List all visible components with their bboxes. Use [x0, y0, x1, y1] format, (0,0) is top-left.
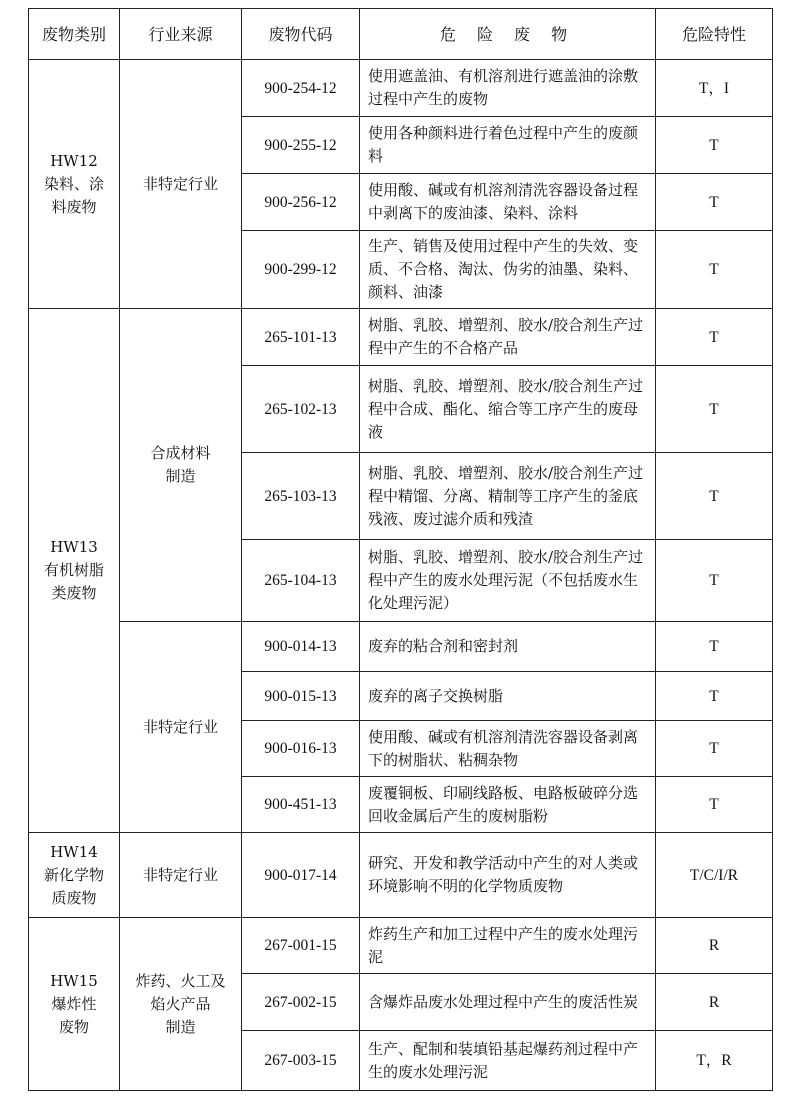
hazardous-waste-description-cell: 树脂、乳胶、增塑剂、胶水/胶合剂生产过程中产生的不合格产品: [360, 309, 656, 366]
waste-code-cell: 267-001-15: [242, 918, 360, 974]
waste-code-cell: 900-451-13: [242, 777, 360, 833]
waste-category-line: 爆炸性: [51, 994, 97, 1013]
waste-category-cell: [29, 60, 120, 309]
industry-source-line: 焰火产品: [150, 994, 211, 1013]
hazardous-waste-description-cell: 使用遮盖油、有机溶剂进行遮盖油的涂敷过程中产生的废物: [360, 60, 656, 117]
header-category: 废物类别: [29, 9, 120, 60]
industry-source-line: 非特定行业: [142, 174, 218, 193]
hazard-characteristic-cell: T: [656, 117, 773, 174]
header-waste: 危 险 废 物: [360, 9, 656, 60]
industry-source-line: 炸药、火工及: [135, 971, 226, 990]
hazard-characteristic-cell: T: [656, 622, 773, 672]
waste-category-line: 新化学物: [43, 865, 104, 884]
waste-category-line: HW14: [50, 842, 98, 861]
industry-source-cell: [120, 622, 242, 833]
waste-code-cell: 900-299-12: [242, 231, 360, 309]
waste-category-line: 料废物: [51, 197, 97, 216]
table-row: [29, 918, 773, 974]
hazardous-waste-description-cell: 废弃的离子交换树脂: [360, 672, 656, 721]
hazard-characteristic-cell: T: [656, 777, 773, 833]
hazardous-waste-description-cell: 树脂、乳胶、增塑剂、胶水/胶合剂生产过程中精馏、分离、精制等工序产生的釜底残液、废过滤介质和残渣: [360, 453, 656, 540]
hazardous-waste-description-cell: 废覆铜板、印刷线路板、电路板破碎分选回收金属后产生的废树脂粉: [360, 777, 656, 833]
hazard-characteristic-cell: T: [656, 453, 773, 540]
waste-code-cell: 900-014-13: [242, 622, 360, 672]
hazardous-waste-description-cell: 树脂、乳胶、增塑剂、胶水/胶合剂生产过程中合成、酯化、缩合等工序产生的废母液: [360, 366, 656, 453]
hazardous-waste-description-cell: 炸药生产和加工过程中产生的废水处理污泥: [360, 918, 656, 974]
hazardous-waste-description-cell: 使用酸、碱或有机溶剂清洗容器设备过程中剥离下的废油漆、染料、涂料: [360, 174, 656, 231]
waste-category-line: HW12: [50, 151, 98, 170]
hazard-characteristic-cell: T: [656, 540, 773, 622]
waste-code-cell: 267-002-15: [242, 974, 360, 1031]
industry-source-line: 非特定行业: [142, 865, 218, 884]
table-row: [29, 622, 773, 672]
waste-category-line: 类废物: [51, 584, 97, 602]
hazardous-waste-description-cell: 使用酸、碱或有机溶剂清洗容器设备剥离下的树脂状、粘稠杂物: [360, 721, 656, 777]
hazard-characteristic-cell: T/C/I/R: [656, 833, 773, 918]
hazard-characteristic-cell: T: [656, 231, 773, 309]
hazardous-waste-description-cell: 含爆炸品废水处理过程中产生的废活性炭: [360, 974, 656, 1031]
hazard-characteristic-cell: T，R: [656, 1031, 773, 1091]
waste-code-cell: 900-016-13: [242, 721, 360, 777]
waste-code-cell: 267-003-15: [242, 1031, 360, 1091]
waste-category-line: 质废物: [51, 888, 97, 907]
hazard-characteristic-cell: T，I: [656, 60, 773, 117]
waste-code-cell: 900-256-12: [242, 174, 360, 231]
hazardous-waste-description-cell: 废弃的粘合剂和密封剂: [360, 622, 656, 672]
hazardous-waste-description-cell: 树脂、乳胶、增塑剂、胶水/胶合剂生产过程中产生的废水处理污泥（不包括废水生化处理污泥）: [360, 540, 656, 622]
header-characteristic: 危险特性: [656, 9, 773, 60]
industry-source-cell: [120, 918, 242, 1091]
waste-category-line: HW15: [50, 971, 98, 990]
industry-source-cell: [120, 833, 242, 918]
hazard-characteristic-cell: T: [656, 174, 773, 231]
hazard-characteristic-cell: T: [656, 366, 773, 453]
waste-category-cell: [29, 833, 120, 918]
waste-code-cell: 265-102-13: [242, 366, 360, 453]
hazardous-waste-description-cell: 使用各种颜料进行着色过程中产生的废颜料: [360, 117, 656, 174]
table-row: [29, 833, 773, 918]
waste-category-line: 有机树脂: [43, 561, 104, 579]
industry-source-line: 制造: [165, 467, 196, 485]
hazardous-waste-description-cell: 生产、销售及使用过程中产生的失效、变质、不合格、淘汰、伪劣的油墨、染料、颜料、油漆: [360, 231, 656, 309]
industry-source-cell: [120, 309, 242, 622]
hazard-characteristic-cell: R: [656, 974, 773, 1031]
industry-source-line: 非特定行业: [142, 717, 218, 736]
table-row: [29, 60, 773, 117]
hazard-characteristic-cell: T: [656, 672, 773, 721]
table-row: [29, 309, 773, 366]
waste-code-cell: 900-255-12: [242, 117, 360, 174]
hazardous-waste-description-cell: 研究、开发和教学活动中产生的对人类或环境影响不明的化学物质废物: [360, 833, 656, 918]
waste-code-cell: 900-017-14: [242, 833, 360, 918]
waste-category-line: 废物: [58, 1017, 89, 1036]
table-body: [29, 60, 773, 1091]
header-code: 废物代码: [242, 9, 360, 60]
waste-code-cell: 265-101-13: [242, 309, 360, 366]
industry-source-line: 制造: [165, 1017, 196, 1036]
hazard-characteristic-cell: T: [656, 721, 773, 777]
industry-source-cell: [120, 60, 242, 309]
waste-category-line: 染料、涂: [43, 174, 104, 193]
waste-category-line: HW13: [50, 538, 98, 556]
waste-code-cell: 265-104-13: [242, 540, 360, 622]
waste-category-cell: [29, 309, 120, 833]
waste-category-cell: [29, 918, 120, 1091]
header-row: [29, 9, 773, 60]
industry-source-line: 合成材料: [150, 444, 211, 462]
hazard-characteristic-cell: T: [656, 309, 773, 366]
waste-code-cell: 265-103-13: [242, 453, 360, 540]
hazardous-waste-table: [28, 8, 773, 1091]
waste-code-cell: 900-015-13: [242, 672, 360, 721]
waste-code-cell: 900-254-12: [242, 60, 360, 117]
hazardous-waste-description-cell: 生产、配制和装填铅基起爆药剂过程中产生的废水处理污泥: [360, 1031, 656, 1091]
hazardous-waste-table-page: [28, 8, 772, 1091]
hazard-characteristic-cell: R: [656, 918, 773, 974]
header-source: 行业来源: [120, 9, 242, 60]
